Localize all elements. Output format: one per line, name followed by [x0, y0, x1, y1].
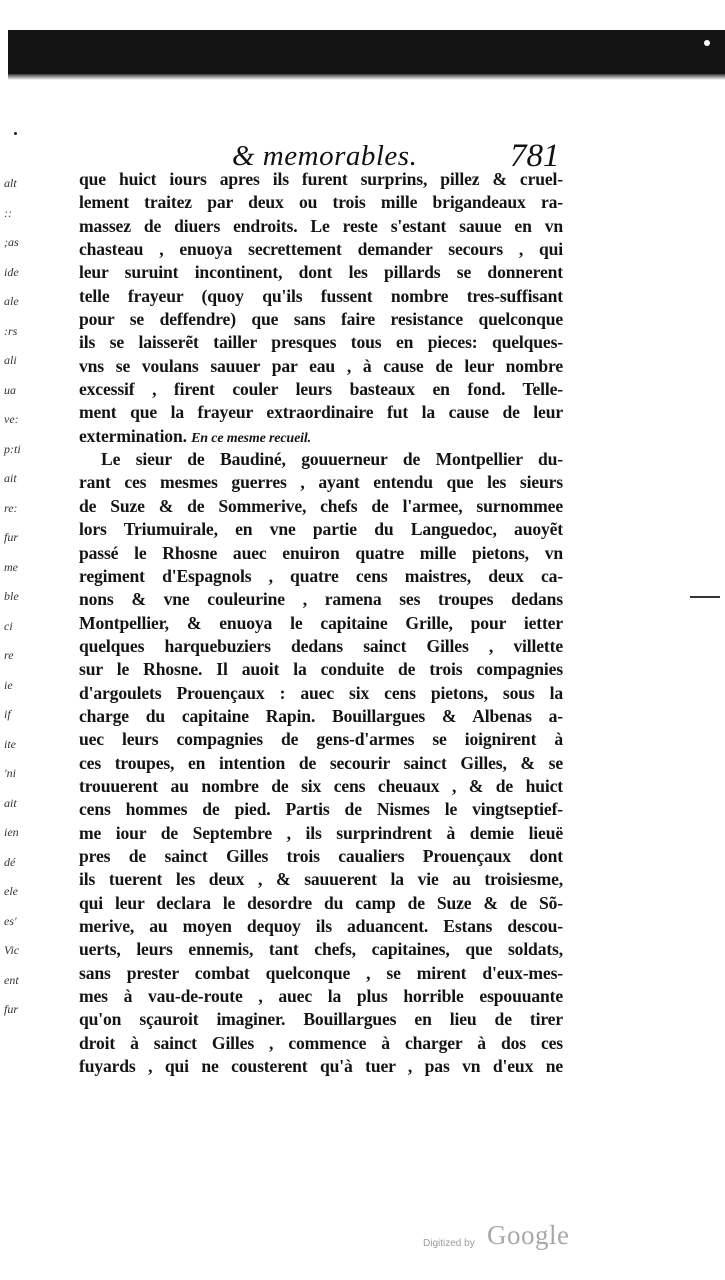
margin-fragment: alt	[4, 176, 17, 190]
margin-fragment: p:ti	[4, 441, 21, 456]
margin-fragment: ent	[4, 972, 19, 987]
margin-fragment: ait	[4, 795, 17, 810]
text-line: passé le Rhosne auec enuiron quatre mille pietons, vn	[79, 542, 563, 563]
watermark-prefix: Digitized by	[423, 1238, 475, 1249]
text-line: mes à vau-de-route , auec la plus horrible espouuante	[79, 986, 563, 1007]
margin-fragment: fur	[4, 1002, 19, 1016]
text-line: pres de sainct Gilles trois caualiers Prouençaux dont	[79, 845, 563, 866]
margin-fragment: :rs	[4, 323, 18, 338]
margin-fragment: fur	[4, 530, 19, 544]
margin-fragment: ua	[4, 382, 16, 397]
text-line: excessif , firent couler leurs basteaux en fond. Telle-	[79, 379, 563, 400]
margin-fragment: Vic	[4, 943, 20, 957]
text-line: cens hommes de pied. Partis de Nismes le vingtseptief-	[79, 799, 563, 820]
text-line: vns se voulans sauuer par eau , à cause de leur nombre	[79, 355, 563, 376]
text-line: merive, au moyen dequoy ils aduancent. Estans descou-	[79, 916, 563, 936]
margin-fragment: ait	[4, 471, 17, 485]
page-number: 781	[510, 138, 560, 174]
margin-fragment: ien	[4, 825, 19, 839]
text-line: leur suruint incontinent, dont les pillards se donnerent	[79, 262, 563, 283]
margin-fragment: 'ni	[4, 766, 16, 780]
text-line: ment que la frayeur extraordinaire fut la cause de leur	[79, 402, 563, 423]
margin-fragment: ble	[4, 589, 19, 603]
text-line: me iour de Septembre , ils surprindrent à demie lieuë	[79, 822, 563, 843]
text-line: Montpellier, & enuoya le capitaine Grille, pour ietter	[79, 612, 563, 633]
margin-fragment: ele	[4, 884, 18, 898]
text-line: sur le Rhosne. Il auoit la conduite de trois compagnies	[79, 659, 563, 680]
scan-speck	[704, 40, 710, 46]
text-line: nons & vne couleurine , ramena ses troupes dedans	[79, 589, 563, 610]
source-note: En ce mesme recueil.	[191, 430, 311, 446]
text-line: trouuerent au nombre de six cens cheuaux , & de huict	[79, 775, 563, 796]
text-line: d'argoulets Prouençaux : auec six cens pietons, sous la	[79, 682, 563, 703]
text-line: lors Triumuirale, en vne partie du Languedoc, auoyẽt	[79, 519, 563, 540]
text-line: ils tuerent les deux , & sauuerent la vie au troisiesme,	[79, 869, 563, 890]
paragraph-start-line: Le sieur de Baudiné, gouuerneur de Montpellier du-	[101, 449, 563, 470]
scan-band-edge	[8, 74, 725, 80]
text-line: sans prester combat quelconque , se mirent d'eux-mes-	[79, 962, 563, 983]
text-line: telle frayeur (quoy qu'ils fussent nombre tres-suffisant	[79, 285, 563, 306]
text-line: qui leur declara le desordre du camp de Suze & de Sõ-	[79, 892, 563, 913]
margin-fragment: dé	[4, 854, 16, 869]
margin-fragment: ci	[4, 618, 13, 633]
text-line: ces troupes, en intention de secourir sainct Gilles, & se	[79, 752, 563, 773]
text-line: de Suze & de Sommerive, chefs de l'armee, surnommee	[79, 495, 563, 516]
text-line: charge du capitaine Rapin. Bouillargues & Albenas a-	[79, 705, 563, 726]
scan-streak	[690, 596, 720, 598]
margin-fragment: ale	[4, 294, 19, 308]
scan-speck	[14, 132, 17, 135]
margin-fragment: re:	[4, 500, 18, 515]
margin-fragment: ide	[4, 264, 19, 279]
body-text	[79, 168, 563, 1078]
text-line: fuyards , qui ne cousterent qu'à tuer , pas vn d'eux ne	[79, 1056, 563, 1077]
text-line: lement traitez par deux ou trois mille brigandeaux ra-	[79, 192, 563, 213]
text-line: quelques harquebuziers dedans sainct Gilles , villette	[79, 635, 563, 656]
text-line: droit à sainct Gilles , commence à charger à dos ces	[79, 1032, 563, 1053]
margin-fragment: if	[4, 707, 11, 721]
margin-fragment: ve:	[4, 412, 19, 426]
text-line: massez de diuers endroits. Le reste s'estant sauue en vn	[79, 215, 563, 236]
margin-fragment: ::	[4, 205, 12, 220]
margin-fragment: re	[4, 648, 14, 662]
text-line: que huict iours apres ils furent surprins, pillez & cruel-	[79, 169, 563, 189]
google-logo: Google	[487, 1220, 570, 1250]
margin-fragment: me	[4, 559, 18, 574]
text-line: uerts, leurs ennemis, tant chefs, capitaines, que soldats,	[79, 939, 563, 960]
running-title: & memorables.	[232, 140, 418, 172]
text-line: qu'on sçauroit imaginer. Bouillargues en lieu de tirer	[79, 1009, 563, 1030]
margin-fragment: ali	[4, 353, 17, 367]
margin-fragment: es'	[4, 913, 17, 928]
text-line-main: extermination.	[79, 425, 187, 446]
text-line: ils se laisserẽt tailler presques tous en pieces: quelques-	[79, 332, 563, 353]
text-line: chasteau , enuoya secrettement demander secours , qui	[79, 239, 563, 260]
text-line	[79, 425, 563, 448]
text-line: pour se deffendre) que sans faire resistance quelconque	[79, 309, 563, 330]
text-line: rant ces mesmes guerres , ayant entendu que les sieurs	[79, 472, 563, 493]
margin-fragment: ite	[4, 736, 16, 751]
scan-dark-band	[8, 30, 725, 76]
margin-fragment: ie	[4, 677, 13, 692]
margin-fragment: ;as	[4, 235, 19, 249]
text-line: uec leurs compagnies de gens-d'armes se ioignirent à	[79, 729, 563, 750]
text-line: regiment d'Espagnols , quatre cens maistres, deux ca-	[79, 565, 563, 586]
